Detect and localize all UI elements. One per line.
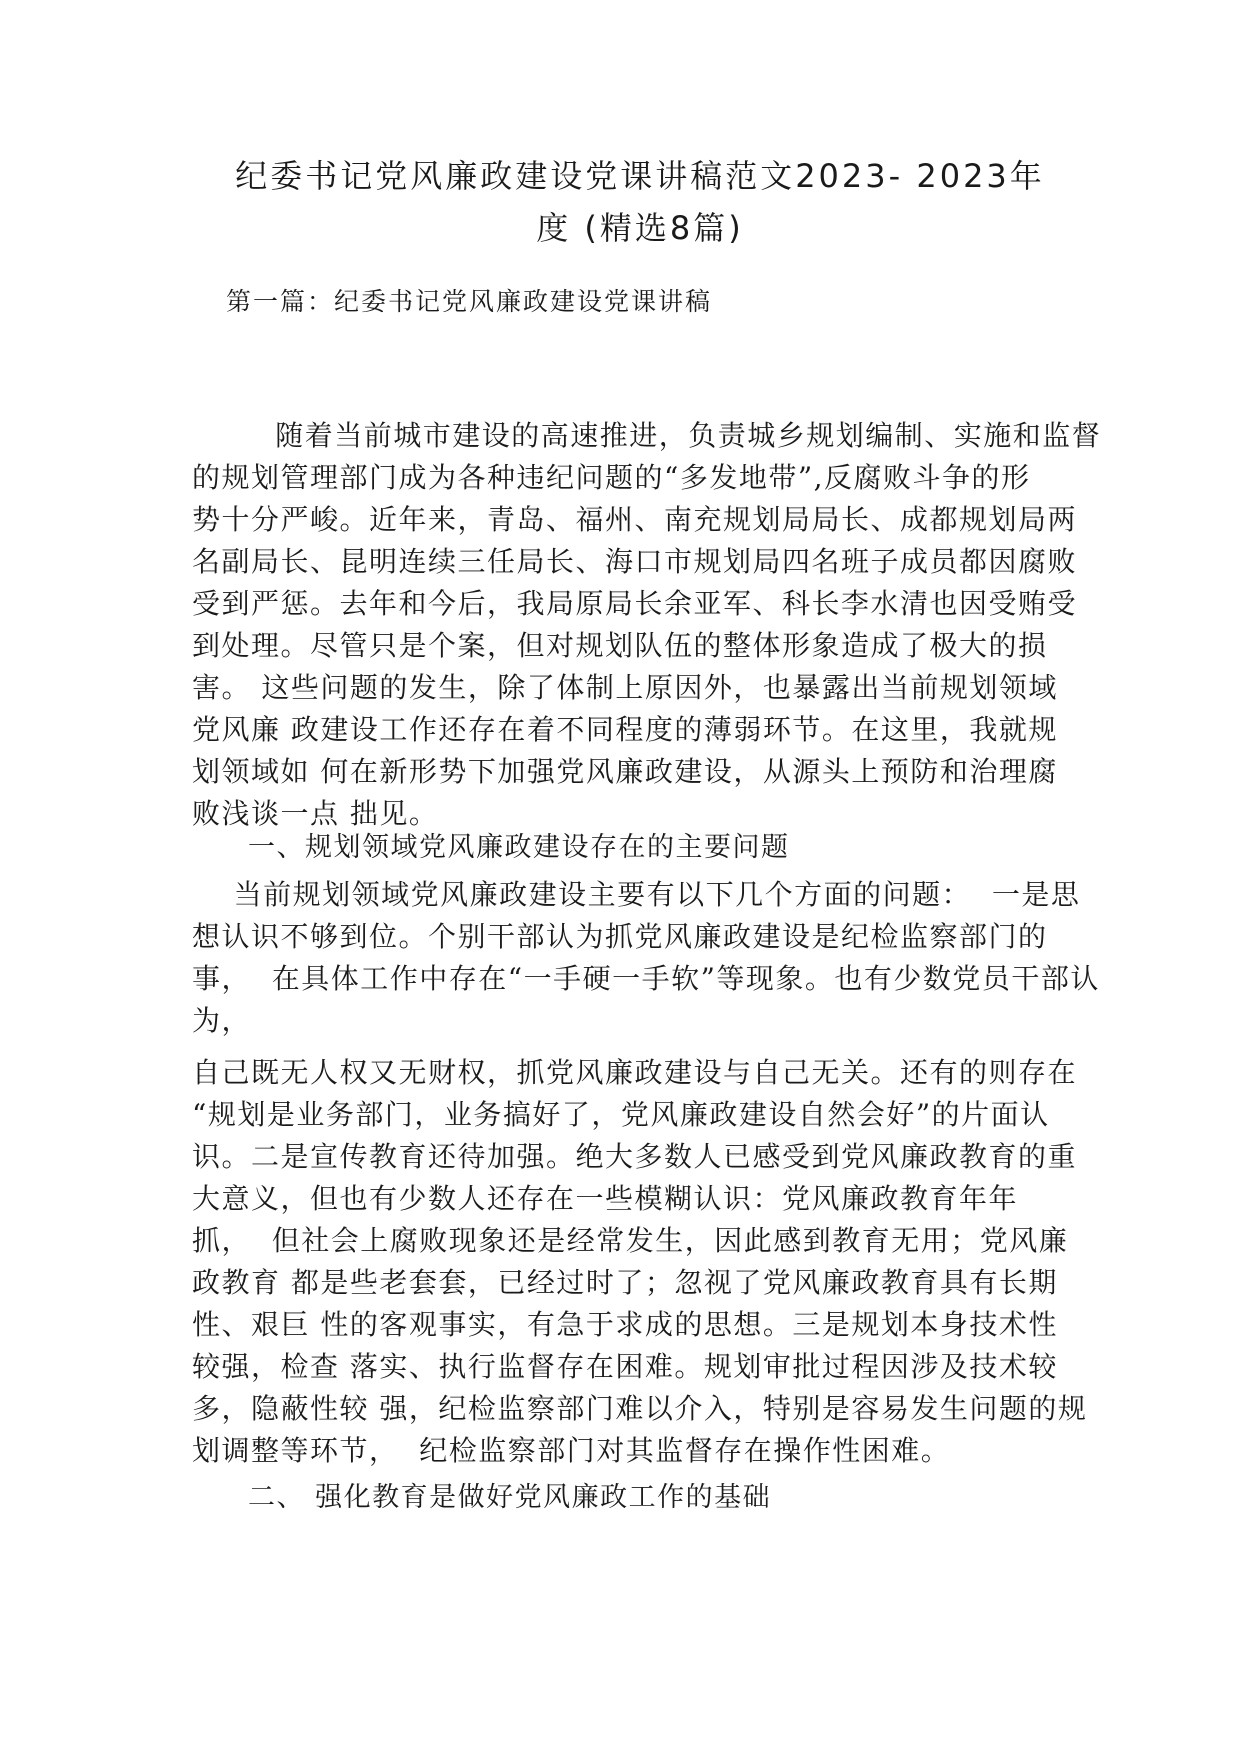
- paragraph-line: 政教育 都是些老套套，已经过时了；忽视了党风廉政教育具有长期: [192, 1266, 1058, 1299]
- paragraph-line: 多，隐蔽性较 强，纪检监察部门难以介入，特别是容易发生问题的规: [192, 1392, 1088, 1425]
- paragraph-line: 势十分严峻。近年来，青岛、福州、南充规划局局长、成都规划局两: [192, 503, 1078, 536]
- paragraph-line: “规划是业务部门，业务搞好了，党风廉政建设自然会好”的片面认: [192, 1098, 1050, 1131]
- paragraph-line: 想认识不够到位。个别干部认为抓党风廉政建设是纪检监察部门的: [192, 920, 1048, 953]
- paragraph-line: 随着当前城市建设的高速推进，负责城乡规划编制、实施和监督: [192, 419, 1102, 452]
- paragraph-line: 当前规划领域党风廉政建设主要有以下几个方面的问题： 一是思: [192, 878, 1081, 911]
- paragraph-line: 识。二是宣传教育还待加强。绝大多数人已感受到党风廉政教育的重: [192, 1140, 1078, 1173]
- paragraph-problems: [192, 874, 1100, 1042]
- paragraph-line: 害。 这些问题的发生，除了体制上原因外，也暴露出当前规划领域: [192, 671, 1058, 704]
- paragraph-line: 名副局长、昆明连续三任局长、海口市规划局四名班子成员都因腐败: [192, 545, 1078, 578]
- paragraph-line: 败浅谈一点 拙见。: [192, 797, 439, 830]
- paragraph-intro: [192, 415, 1102, 835]
- paragraph-line: 划领域如 何在新形势下加强党风廉政建设，从源头上预防和治理腐: [192, 755, 1058, 788]
- paragraph-line: 的规划管理部门成为各种违纪问题的“多发地带”,反腐败斗争的形: [192, 461, 1031, 494]
- paragraph-line: 为，: [192, 1004, 252, 1037]
- chapter-heading: 第一篇：纪委书记党风廉政建设党课讲稿: [226, 287, 713, 316]
- paragraph-line: 党风廉 政建设工作还存在着不同程度的薄弱环节。在这里，我就规: [192, 713, 1058, 746]
- title-line-1: 纪委书记党风廉政建设党课讲稿范文2023- 2023年: [235, 157, 1045, 195]
- paragraph-line: 受到严惩。去年和今后，我局原局长余亚军、科长李水清也因受贿受: [192, 587, 1078, 620]
- paragraph-line: 到处理。尽管只是个案，但对规划队伍的整体形象造成了极大的损: [192, 629, 1048, 662]
- section-heading-2: 二、 强化教育是做好党风廉政工作的基础: [248, 1482, 772, 1513]
- paragraph-line: 事， 在具体工作中存在“一手硬一手软”等现象。也有少数党员干部认: [192, 962, 1100, 995]
- document-title: [200, 150, 1080, 254]
- paragraph-line: 抓， 但社会上腐败现象还是经常发生，因此感到教育无用；党风廉: [192, 1224, 1069, 1257]
- paragraph-line: 大意义，但也有少数人还存在一些模糊认识：党风廉政教育年年: [192, 1182, 1019, 1215]
- paragraph-problems-continued: [192, 1052, 1088, 1472]
- paragraph-line: 性、艰巨 性的客观事实，有急于求成的思想。三是规划本身技术性: [192, 1308, 1058, 1341]
- title-line-2: 度 (精选8篇): [536, 209, 744, 247]
- paragraph-line: 自己既无人权又无财权，抓党风廉政建设与自己无关。还有的则存在: [192, 1056, 1078, 1089]
- section-heading-1: 一、规划领域党风廉政建设存在的主要问题: [248, 832, 790, 863]
- paragraph-line: 较强，检查 落实、执行监督存在困难。规划审批过程因涉及技术较: [192, 1350, 1058, 1383]
- paragraph-line: 划调整等环节， 纪检监察部门对其监督存在操作性困难。: [192, 1434, 951, 1467]
